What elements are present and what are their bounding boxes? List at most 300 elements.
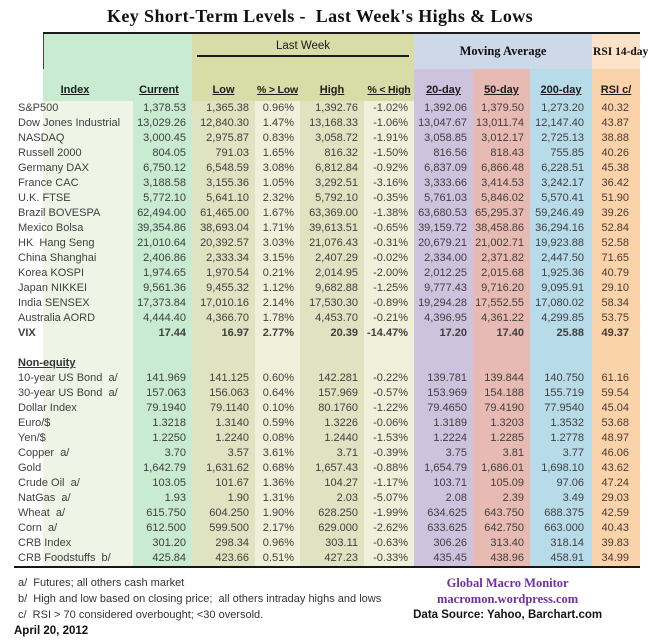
- index-current-band: [43, 33, 192, 69]
- cell-high: 6,812.84: [300, 161, 364, 176]
- table-row: [14, 296, 640, 311]
- cell-high: 104.27: [300, 476, 364, 491]
- cell-low: 61,465.00: [192, 206, 255, 221]
- cell-ma20: 6,837.09: [414, 161, 473, 176]
- row-label: France CAC: [14, 176, 133, 191]
- cell-pct-above-low: 0.83%: [255, 131, 300, 146]
- footnote-c: c/ RSI > 70 considered overbought; <30 oversold.: [18, 609, 264, 621]
- cell-pct-above-low: 0.96%: [255, 101, 300, 116]
- table-row: [14, 176, 640, 191]
- cell-high: 1.2440: [300, 431, 364, 446]
- cell-current: 2,406.86: [133, 251, 192, 266]
- last-week-label: Last Week: [275, 40, 331, 52]
- row-label: China Shanghai: [14, 251, 133, 266]
- row-label: CRB Foodstuffs b/: [14, 551, 133, 567]
- table-row: [14, 476, 640, 491]
- cell-current: 5,772.10: [133, 191, 192, 206]
- table-row: [14, 461, 640, 476]
- col-header-20day: 20-day: [414, 69, 473, 101]
- cell-rsi: 29.10: [592, 281, 640, 296]
- cell-current: 39,354.86: [133, 221, 192, 236]
- row-label: Germany DAX: [14, 161, 133, 176]
- table-row: [14, 536, 640, 551]
- cell-pct-below-high: -1.99%: [364, 506, 414, 521]
- cell-low: 2,333.34: [192, 251, 255, 266]
- cell-ma50: 5,846.02: [473, 191, 530, 206]
- cell-low: 17,010.16: [192, 296, 255, 311]
- cell-ma200: 6,228.51: [530, 161, 592, 176]
- cell-high: 39,613.51: [300, 221, 364, 236]
- cell-ma200: 1.2778: [530, 431, 592, 446]
- cell-ma200: 1,273.20: [530, 101, 592, 116]
- cell-ma200: 9,095.91: [530, 281, 592, 296]
- cell-pct-above-low: 0.21%: [255, 266, 300, 281]
- cell-ma50: 17,552.55: [473, 296, 530, 311]
- cell-rsi: 53.75: [592, 311, 640, 326]
- cell-ma50: 1,686.01: [473, 461, 530, 476]
- last-week-band: [192, 33, 414, 69]
- cell-current: 1,642.79: [133, 461, 192, 476]
- cell-pct-above-low: [255, 353, 300, 371]
- cell-low: 38,693.04: [192, 221, 255, 236]
- table-row: [14, 266, 640, 281]
- cell-pct-below-high: -0.33%: [364, 551, 414, 567]
- cell-rsi: 40.79: [592, 266, 640, 281]
- table-row: [14, 371, 640, 386]
- table-row: [14, 131, 640, 146]
- cell-ma200: 25.88: [530, 326, 592, 341]
- row-label: Australia AORD: [14, 311, 133, 326]
- cell-rsi: 61.16: [592, 371, 640, 386]
- cell-ma50: 643.750: [473, 506, 530, 521]
- cell-current: 1.2250: [133, 431, 192, 446]
- cell-ma50: 4,361.22: [473, 311, 530, 326]
- cell-ma20: 39,159.72: [414, 221, 473, 236]
- cell-high: 21,076.43: [300, 236, 364, 251]
- cell-low: 156.063: [192, 386, 255, 401]
- col-header-50day: 50-day: [473, 69, 530, 101]
- cell-ma50: 139.844: [473, 371, 530, 386]
- cell-current: 4,444.40: [133, 311, 192, 326]
- cell-ma20: 20,679.21: [414, 236, 473, 251]
- row-label: Corn a/: [14, 521, 133, 536]
- cell-current: 157.063: [133, 386, 192, 401]
- cell-low: 4,366.70: [192, 311, 255, 326]
- cell-ma20: 19,294.28: [414, 296, 473, 311]
- cell-current: 21,010.64: [133, 236, 192, 251]
- cell-pct-below-high: -0.63%: [364, 536, 414, 551]
- cell-ma50: 1,379.50: [473, 101, 530, 116]
- cell-high: 142.281: [300, 371, 364, 386]
- cell-pct-below-high: -0.06%: [364, 416, 414, 431]
- table-row: [14, 221, 640, 236]
- cell-ma200: 2,725.13: [530, 131, 592, 146]
- cell-low: 1.2240: [192, 431, 255, 446]
- cell-pct-below-high: -1.06%: [364, 116, 414, 131]
- cell-high: 1,392.76: [300, 101, 364, 116]
- cell-pct-below-high: [364, 341, 414, 353]
- row-label: [14, 341, 133, 353]
- cell-pct-above-low: 2.17%: [255, 521, 300, 536]
- table-row: [14, 551, 640, 567]
- col-header-low: Low: [192, 69, 255, 101]
- cell-pct-below-high: -2.00%: [364, 266, 414, 281]
- footer: [14, 575, 640, 640]
- cell-current: 79.1940: [133, 401, 192, 416]
- cell-ma200: 3,242.17: [530, 176, 592, 191]
- cell-ma50: 79.4190: [473, 401, 530, 416]
- row-label: HK Hang Seng: [14, 236, 133, 251]
- cell-ma200: 12,147.40: [530, 116, 592, 131]
- cell-rsi: 47.24: [592, 476, 640, 491]
- cell-high: 3,058.72: [300, 131, 364, 146]
- cell-rsi: 58.34: [592, 296, 640, 311]
- cell-ma200: 318.14: [530, 536, 592, 551]
- cell-current: 301.20: [133, 536, 192, 551]
- cell-high: 9,682.88: [300, 281, 364, 296]
- cell-rsi: 71.65: [592, 251, 640, 266]
- cell-high: 17,530.30: [300, 296, 364, 311]
- cell-rsi: 39.83: [592, 536, 640, 551]
- table-row: [14, 206, 640, 221]
- spacer-row: [14, 341, 640, 353]
- cell-pct-above-low: [255, 341, 300, 353]
- cell-pct-above-low: 3.15%: [255, 251, 300, 266]
- cell-ma50: 1.3203: [473, 416, 530, 431]
- cell-ma50: 2,371.82: [473, 251, 530, 266]
- table-row: [14, 236, 640, 251]
- cell-ma50: 38,458.86: [473, 221, 530, 236]
- cell-low: 1,631.62: [192, 461, 255, 476]
- cell-ma20: 3,333.66: [414, 176, 473, 191]
- table-row: [14, 101, 640, 116]
- table-row: [14, 521, 640, 536]
- cell-pct-below-high: -0.21%: [364, 311, 414, 326]
- cell-ma20: 816.56: [414, 146, 473, 161]
- row-label: CRB Index: [14, 536, 133, 551]
- cell-high: 157.969: [300, 386, 364, 401]
- cell-ma20: 2,334.00: [414, 251, 473, 266]
- cell-ma200: 140.750: [530, 371, 592, 386]
- cell-current: 1.3218: [133, 416, 192, 431]
- cell-pct-above-low: 2.32%: [255, 191, 300, 206]
- cell-pct-below-high: -1.25%: [364, 281, 414, 296]
- cell-low: 20,392.57: [192, 236, 255, 251]
- cell-low: 298.34: [192, 536, 255, 551]
- footnote-a: a/ Futures; all others cash market: [18, 577, 185, 589]
- cell-pct-above-low: 3.61%: [255, 446, 300, 461]
- cell-pct-above-low: 1.67%: [255, 206, 300, 221]
- cell-current: 3,000.45: [133, 131, 192, 146]
- cell-low: 604.250: [192, 506, 255, 521]
- cell-pct-above-low: 0.68%: [255, 461, 300, 476]
- row-label: Copper a/: [14, 446, 133, 461]
- cell-low: 3.57: [192, 446, 255, 461]
- cell-pct-above-low: 0.08%: [255, 431, 300, 446]
- cell-pct-below-high: -1.02%: [364, 101, 414, 116]
- cell-pct-above-low: 1.31%: [255, 491, 300, 506]
- cell-current: 17.44: [133, 326, 192, 341]
- cell-pct-above-low: 3.03%: [255, 236, 300, 251]
- table-row: [14, 311, 640, 326]
- row-label: Dow Jones Industrial: [14, 116, 133, 131]
- cell-pct-above-low: 0.64%: [255, 386, 300, 401]
- col-header-index: Index: [14, 69, 133, 101]
- cell-low: [192, 353, 255, 371]
- cell-current: 17,373.84: [133, 296, 192, 311]
- cell-rsi: [592, 353, 640, 371]
- table-row: [14, 251, 640, 266]
- cell-ma50: [473, 341, 530, 353]
- cell-pct-above-low: 3.08%: [255, 161, 300, 176]
- cell-pct-above-low: 0.96%: [255, 536, 300, 551]
- cell-rsi: 43.62: [592, 461, 640, 476]
- table-row: [14, 116, 640, 131]
- table-row: [14, 146, 640, 161]
- cell-pct-above-low: 1.65%: [255, 146, 300, 161]
- cell-rsi: 40.26: [592, 146, 640, 161]
- cell-ma50: 2,015.68: [473, 266, 530, 281]
- rsi-band: RSI 14-day: [592, 33, 640, 69]
- cell-ma20: 634.625: [414, 506, 473, 521]
- row-label: VIX: [14, 326, 133, 341]
- cell-pct-below-high: -2.62%: [364, 521, 414, 536]
- cell-pct-above-low: 1.78%: [255, 311, 300, 326]
- cell-high: [300, 341, 364, 353]
- cell-high: [300, 353, 364, 371]
- table-row: [14, 416, 640, 431]
- cell-current: 1,974.65: [133, 266, 192, 281]
- cell-ma200: 19,923.88: [530, 236, 592, 251]
- moving-average-band: Moving Average: [414, 33, 592, 69]
- cell-high: 80.1760: [300, 401, 364, 416]
- row-label: NatGas a/: [14, 491, 133, 506]
- cell-rsi: 29.03: [592, 491, 640, 506]
- cell-ma200: 17,080.02: [530, 296, 592, 311]
- table-row: [14, 281, 640, 296]
- cell-ma200: [530, 353, 592, 371]
- table-row: [14, 491, 640, 506]
- table-row: [14, 326, 640, 341]
- cell-ma200: 688.375: [530, 506, 592, 521]
- table-row: [14, 431, 640, 446]
- cell-ma200: 97.06: [530, 476, 592, 491]
- cell-ma20: 103.71: [414, 476, 473, 491]
- cell-pct-above-low: 0.59%: [255, 416, 300, 431]
- cell-current: 615.750: [133, 506, 192, 521]
- cell-ma50: 9,716.20: [473, 281, 530, 296]
- table-row: [14, 506, 640, 521]
- cell-ma200: 458.91: [530, 551, 592, 567]
- cell-high: 427.23: [300, 551, 364, 567]
- cell-ma50: 3,414.53: [473, 176, 530, 191]
- cell-current: 804.05: [133, 146, 192, 161]
- row-label: Korea KOSPI: [14, 266, 133, 281]
- cell-low: 791.03: [192, 146, 255, 161]
- credit-site-name: Global Macro Monitor: [446, 576, 569, 590]
- cell-ma50: 818.43: [473, 146, 530, 161]
- cell-rsi: 34.99: [592, 551, 640, 567]
- cell-high: 1,657.43: [300, 461, 364, 476]
- cell-pct-below-high: -1.38%: [364, 206, 414, 221]
- cell-ma200: 1.3532: [530, 416, 592, 431]
- row-label: 30-year US Bond a/: [14, 386, 133, 401]
- cell-pct-above-low: 1.12%: [255, 281, 300, 296]
- cell-pct-above-low: 0.51%: [255, 551, 300, 567]
- cell-ma200: 59,246.49: [530, 206, 592, 221]
- table-row: [14, 161, 640, 176]
- cell-pct-below-high: -1.50%: [364, 146, 414, 161]
- cell-low: 6,548.59: [192, 161, 255, 176]
- cell-ma20: 1,392.06: [414, 101, 473, 116]
- non-equity-section-row: [14, 353, 640, 371]
- cell-rsi: 42.59: [592, 506, 640, 521]
- cell-low: 1,365.38: [192, 101, 255, 116]
- cell-low: 141.125: [192, 371, 255, 386]
- cell-ma20: 633.625: [414, 521, 473, 536]
- cell-high: 2,014.95: [300, 266, 364, 281]
- cell-ma50: 65,295.37: [473, 206, 530, 221]
- footnote-b: b/ High and low based on closing price; all others intraday highs and lows: [18, 593, 382, 605]
- cell-pct-above-low: 0.10%: [255, 401, 300, 416]
- cell-ma200: 1,698.10: [530, 461, 592, 476]
- cell-low: 3,155.36: [192, 176, 255, 191]
- cell-ma50: 1.2285: [473, 431, 530, 446]
- footnotes: [14, 575, 382, 640]
- table-row: [14, 191, 640, 206]
- row-label: NASDAQ: [14, 131, 133, 146]
- cell-pct-below-high: -5.07%: [364, 491, 414, 506]
- cell-ma50: 105.09: [473, 476, 530, 491]
- cell-ma20: 3.75: [414, 446, 473, 461]
- non-equity-section-label: Non-equity: [14, 353, 133, 371]
- levels-table: [14, 32, 648, 568]
- cell-ma200: 36,294.16: [530, 221, 592, 236]
- cell-current: 9,561.36: [133, 281, 192, 296]
- header-band-row: [14, 33, 640, 69]
- cell-current: [133, 341, 192, 353]
- cell-pct-below-high: -0.35%: [364, 191, 414, 206]
- cell-high: 2,407.29: [300, 251, 364, 266]
- cell-pct-above-low: 2.77%: [255, 326, 300, 341]
- cell-ma200: 5,570.41: [530, 191, 592, 206]
- cell-current: 1,378.53: [133, 101, 192, 116]
- cell-pct-below-high: -0.57%: [364, 386, 414, 401]
- cell-ma200: 663.000: [530, 521, 592, 536]
- cell-rsi: 40.43: [592, 521, 640, 536]
- row-label: 10-year US Bond a/: [14, 371, 133, 386]
- table-row: [14, 386, 640, 401]
- cell-pct-above-low: 1.71%: [255, 221, 300, 236]
- cell-high: 303.11: [300, 536, 364, 551]
- cell-low: 2,975.87: [192, 131, 255, 146]
- cell-rsi: 45.04: [592, 401, 640, 416]
- cell-ma200: 3.77: [530, 446, 592, 461]
- credits: [381, 575, 640, 640]
- cell-pct-below-high: -0.39%: [364, 446, 414, 461]
- cell-high: 3,292.51: [300, 176, 364, 191]
- cell-pct-below-high: -1.53%: [364, 431, 414, 446]
- cell-ma50: 2.39: [473, 491, 530, 506]
- cell-ma20: 1,654.79: [414, 461, 473, 476]
- cell-low: 101.67: [192, 476, 255, 491]
- cell-current: 3.70: [133, 446, 192, 461]
- table-row: [14, 446, 640, 461]
- cell-ma20: 139.781: [414, 371, 473, 386]
- cell-pct-below-high: -0.92%: [364, 161, 414, 176]
- cell-ma50: 13,011.74: [473, 116, 530, 131]
- data-source: Data Source: Yahoo, Barchart.com: [413, 609, 603, 621]
- cell-ma20: 1.3189: [414, 416, 473, 431]
- column-header-row: [14, 69, 640, 101]
- cell-pct-above-low: 0.60%: [255, 371, 300, 386]
- cell-rsi: 36.42: [592, 176, 640, 191]
- cell-rsi: 52.58: [592, 236, 640, 251]
- cell-ma200: 155.719: [530, 386, 592, 401]
- report-date: April 20, 2012: [14, 625, 89, 637]
- row-label: Yen/$: [14, 431, 133, 446]
- cell-ma200: 1,925.36: [530, 266, 592, 281]
- cell-ma50: [473, 353, 530, 371]
- cell-current: 141.969: [133, 371, 192, 386]
- col-header-rsi: RSI c/: [592, 69, 640, 101]
- cell-ma50: 642.750: [473, 521, 530, 536]
- cell-ma50: 154.188: [473, 386, 530, 401]
- cell-ma20: 9,777.43: [414, 281, 473, 296]
- cell-high: 4,453.70: [300, 311, 364, 326]
- cell-pct-below-high: -1.17%: [364, 476, 414, 491]
- cell-ma50: 313.40: [473, 536, 530, 551]
- cell-pct-below-high: -14.47%: [364, 326, 414, 341]
- band-left-gutter: [14, 33, 43, 69]
- cell-high: 628.250: [300, 506, 364, 521]
- cell-low: 1,970.54: [192, 266, 255, 281]
- cell-pct-below-high: [364, 353, 414, 371]
- cell-pct-above-low: 1.05%: [255, 176, 300, 191]
- row-label: S&P500: [14, 101, 133, 116]
- table-row: [14, 401, 640, 416]
- cell-low: [192, 341, 255, 353]
- cell-pct-below-high: -0.22%: [364, 371, 414, 386]
- cell-pct-below-high: -0.02%: [364, 251, 414, 266]
- col-header-high: High: [300, 69, 364, 101]
- cell-ma20: 4,396.95: [414, 311, 473, 326]
- cell-rsi: 39.26: [592, 206, 640, 221]
- cell-current: 1.93: [133, 491, 192, 506]
- row-label: Russell 2000: [14, 146, 133, 161]
- cell-pct-below-high: -1.22%: [364, 401, 414, 416]
- col-header-pct-below-high: % < High: [364, 69, 414, 101]
- cell-low: 79.1140: [192, 401, 255, 416]
- row-label: Crude Oil a/: [14, 476, 133, 491]
- row-label: Dollar Index: [14, 401, 133, 416]
- cell-rsi: 40.32: [592, 101, 640, 116]
- cell-current: 425.84: [133, 551, 192, 567]
- cell-rsi: 59.54: [592, 386, 640, 401]
- cell-current: 612.500: [133, 521, 192, 536]
- cell-ma50: 3.81: [473, 446, 530, 461]
- cell-high: 1.3226: [300, 416, 364, 431]
- row-label: U.K. FTSE: [14, 191, 133, 206]
- cell-low: 12,840.30: [192, 116, 255, 131]
- cell-ma20: 2.08: [414, 491, 473, 506]
- cell-ma50: 438.96: [473, 551, 530, 567]
- cell-ma20: [414, 353, 473, 371]
- cell-ma50: 21,002.71: [473, 236, 530, 251]
- cell-current: [133, 353, 192, 371]
- row-label: Wheat a/: [14, 506, 133, 521]
- cell-pct-below-high: -0.65%: [364, 221, 414, 236]
